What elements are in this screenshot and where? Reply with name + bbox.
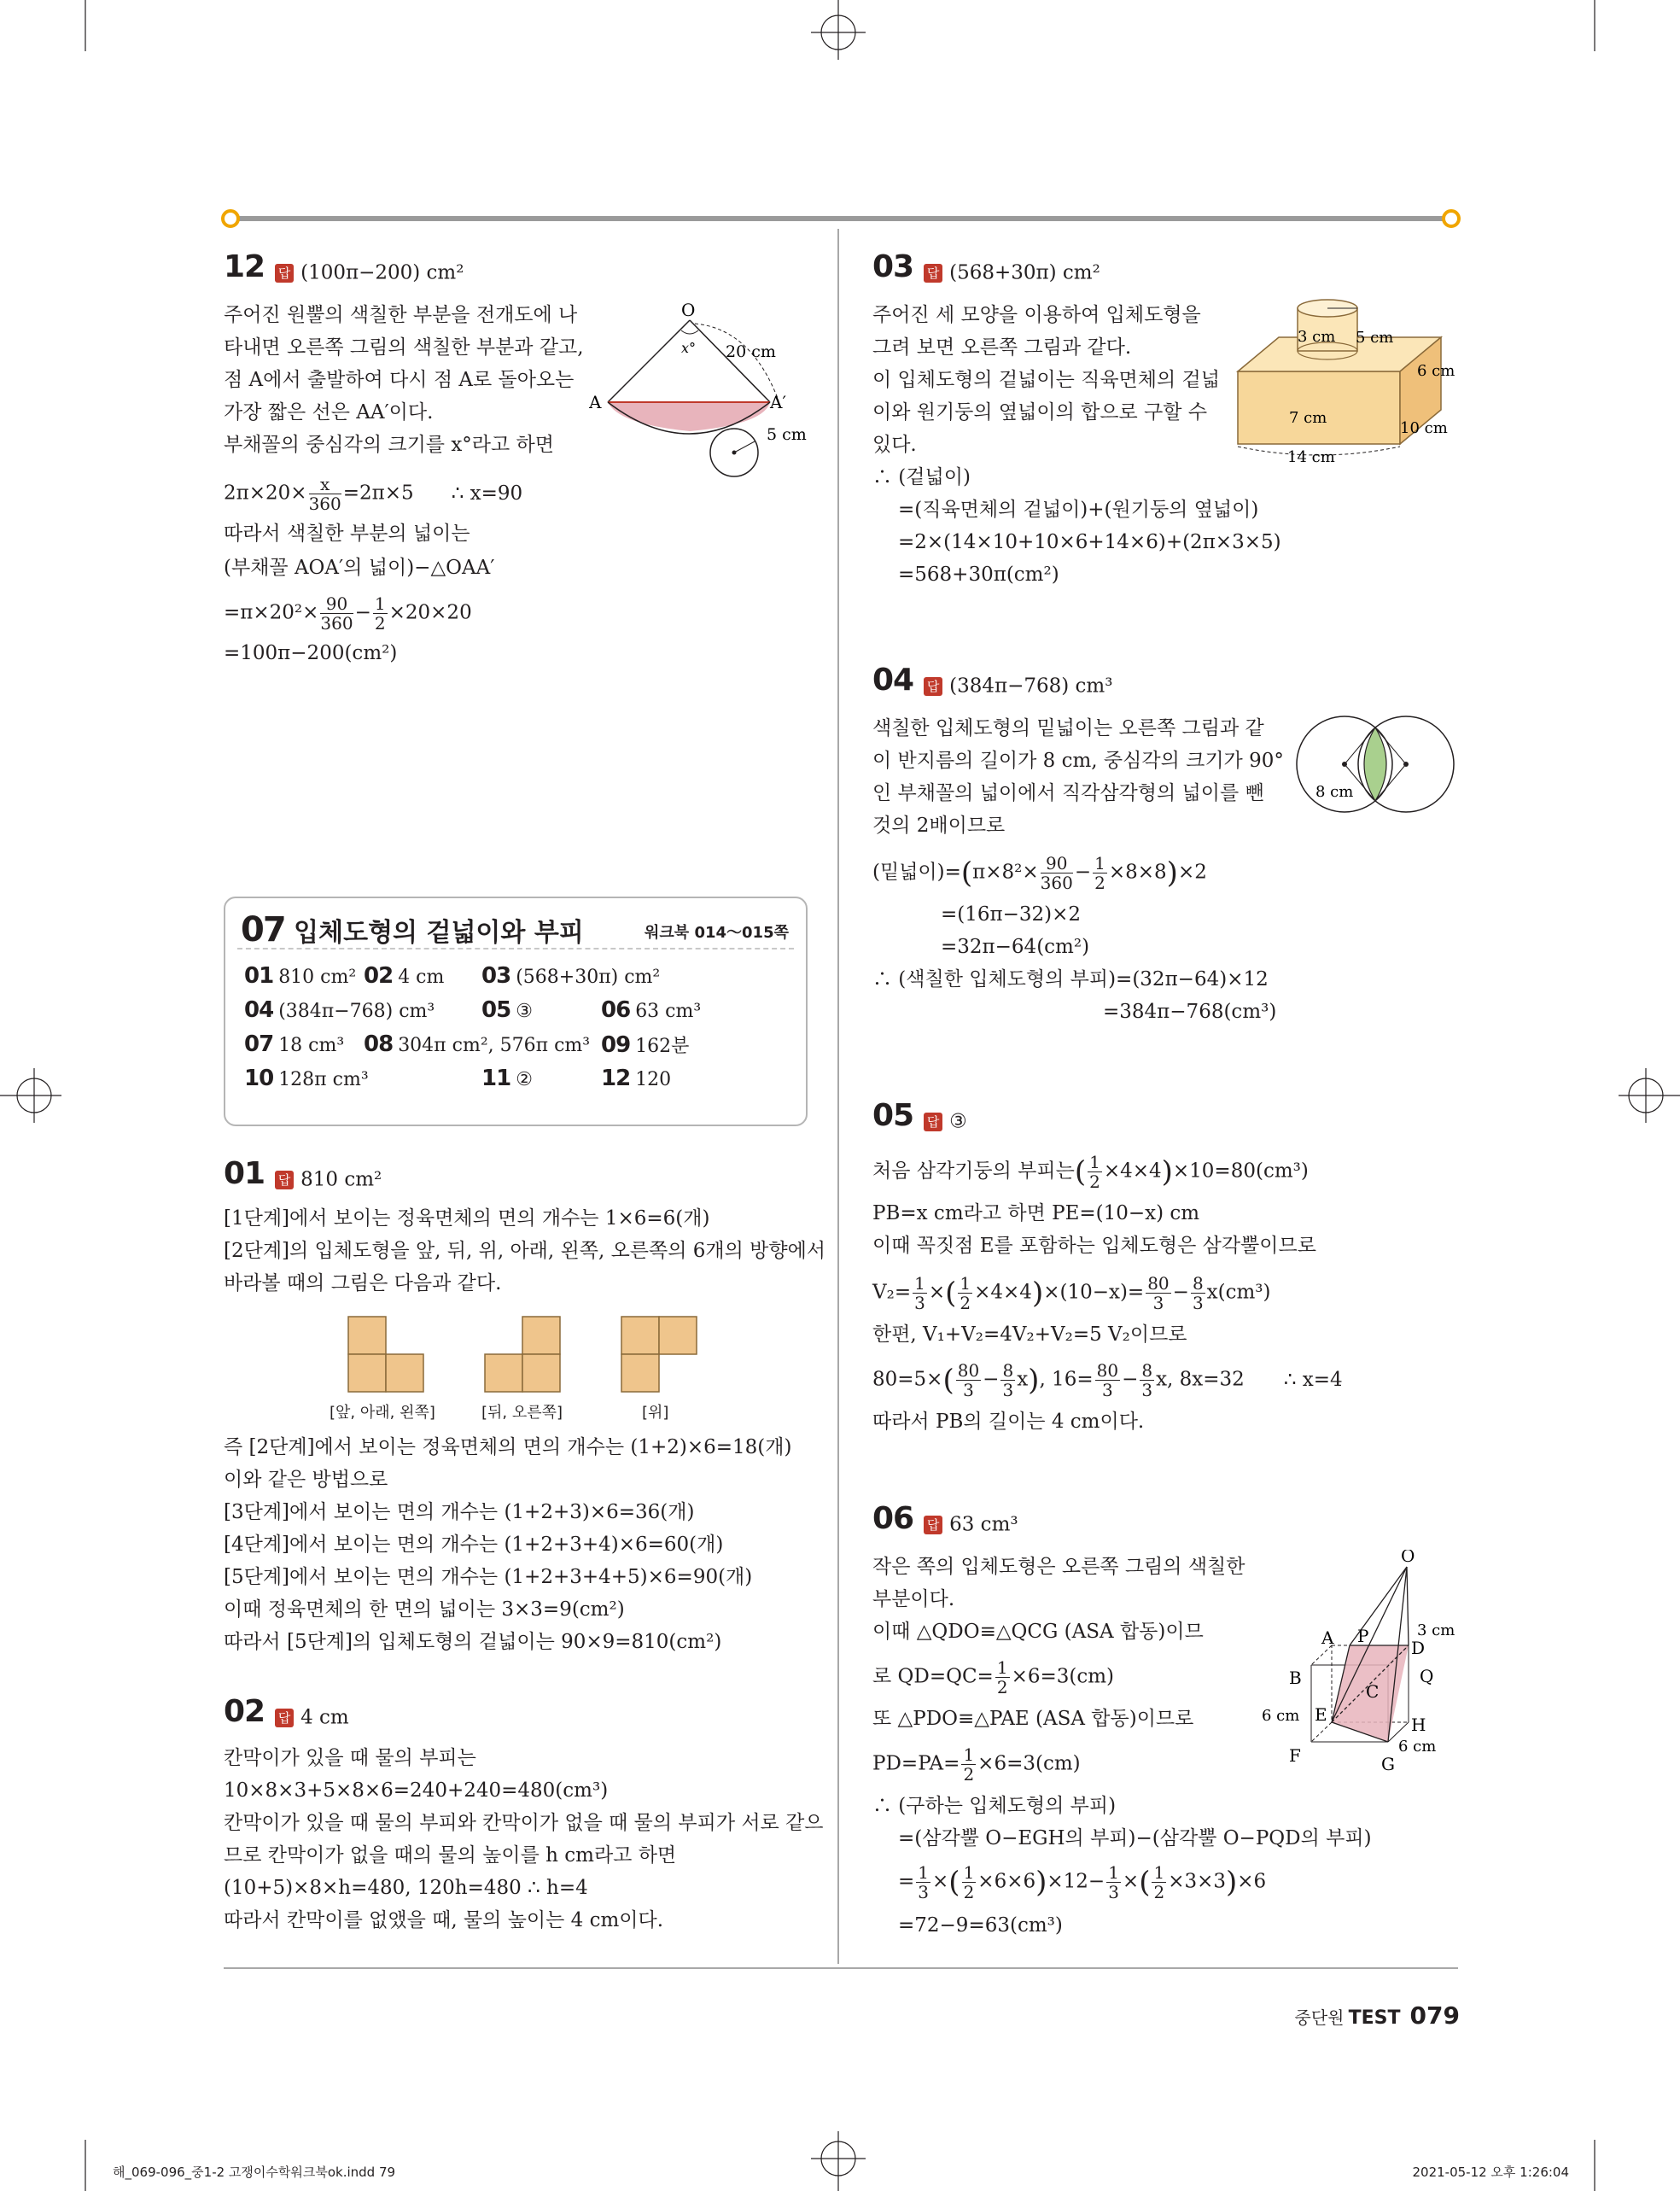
q06-eq2: PD=PA= $\frac{1}{2}$ ×6=3(cm) (872, 1744, 1081, 1785)
q01-line: 이와 같은 방법으로 (224, 1469, 388, 1491)
svg-text:3 cm: 3 cm (1417, 1621, 1455, 1639)
q03-header (872, 249, 1100, 284)
q01-line: 이때 정육면체의 한 면의 넓이는 3×3=9(cm²) (224, 1598, 625, 1621)
q03-line: =(직육면체의 겉넓이)+(원기둥의 옆넓이) (898, 499, 1259, 521)
answer-icon: 답 (924, 677, 942, 696)
q06-line: 이때 △QDO≡△QCG (ASA 합동)이므 (872, 1621, 1204, 1643)
summary-item: 11 ② (481, 1066, 533, 1091)
q12-line: 타내면 오른쪽 그림의 색칠한 부분과 같고, (224, 336, 584, 359)
summary-item: 10 128π cm³ (244, 1066, 369, 1091)
q03-line: 이 입체도형의 겉넓이는 직육면체의 겉넓 (872, 369, 1220, 391)
q05-line: 이때 꼭짓점 E를 포함하는 입체도형은 삼각뿔이므로 (872, 1235, 1316, 1257)
svg-text:A: A (589, 392, 602, 412)
q04-line: 이 반지름의 길이가 8 cm, 중심각의 크기가 90° (872, 750, 1284, 772)
svg-text:G: G (1381, 1754, 1395, 1774)
q06-line: 작은 쪽의 입체도형은 오른쪽 그림의 색칠한 (872, 1556, 1245, 1578)
q03-number: 03 (872, 249, 914, 284)
q04-line: =384π−768(cm³) (1103, 1001, 1277, 1023)
q04-line: 색칠한 입체도형의 밑넓이는 오른쪽 그림과 같 (872, 717, 1264, 739)
q03-line: ∴ (겉넓이) (872, 466, 971, 488)
q06-line: 부분이다. (872, 1588, 955, 1610)
svg-text:6 cm: 6 cm (1417, 362, 1455, 380)
q05-number: 05 (872, 1098, 914, 1133)
summary-item: 04 (384π−768) cm³ (244, 997, 435, 1023)
q01-line: [4단계]에서 보이는 면의 개수는 (1+2+3+4)×6=60(개) (224, 1534, 724, 1556)
q12-line: 부채꼴의 중심각의 크기를 x°라고 하면 (224, 434, 554, 456)
q04-line: ∴ (색칠한 입체도형의 부피)=(32π−64)×12 (872, 968, 1269, 990)
svg-text:x°: x° (681, 340, 697, 356)
answer-icon: 답 (275, 1171, 294, 1189)
q12-number: 12 (224, 249, 265, 284)
summary-item: 12 120 (601, 1066, 672, 1091)
q06-line: 또 △PDO≡△PAE (ASA 합동)이므로 (872, 1708, 1194, 1730)
footer-section: 중단원 (1294, 2007, 1345, 2028)
q01-line: [5단계]에서 보이는 면의 개수는 (1+2+3+4+5)×6=90(개) (224, 1566, 753, 1588)
answer-icon: 답 (924, 1516, 942, 1534)
q06-eq1: 로 QD=QC= $\frac{1}{2}$ ×6=3(cm) (872, 1657, 1115, 1697)
q03-line: 있다. (872, 434, 917, 456)
svg-text:B: B (1289, 1668, 1302, 1688)
q04-line: 인 부채꼴의 넓이에서 직각삼각형의 넓이를 뺀 (872, 782, 1264, 804)
footer-test: TEST (1348, 2007, 1401, 2029)
q02-number: 02 (224, 1694, 265, 1729)
q04-line: =32π−64(cm²) (941, 936, 1090, 958)
q05-header (872, 1098, 967, 1133)
page-number: 079 (1409, 2001, 1460, 2030)
q04-figure (1285, 713, 1464, 815)
svg-text:6 cm: 6 cm (1262, 1707, 1300, 1725)
svg-text:P: P (1357, 1626, 1369, 1646)
q02-line: 칸막이가 있을 때 물의 부피는 (224, 1747, 476, 1769)
q06-number: 06 (872, 1501, 914, 1536)
q06-line: =72−9=63(cm³) (898, 1914, 1063, 1937)
q03-line: 이와 원기둥의 옆넓이의 합으로 구할 수 (872, 401, 1208, 424)
summary-item: 02 4 cm (364, 963, 445, 989)
q02-line: 므로 칸막이가 없을 때의 물의 높이를 h cm라고 하면 (224, 1844, 677, 1867)
svg-text:8 cm: 8 cm (1315, 783, 1354, 801)
summary-item: 05 ③ (481, 997, 533, 1023)
summary-item: 06 63 cm³ (601, 997, 702, 1023)
view-caption: [뒤, 오른쪽] (481, 1404, 563, 1422)
workbook-ref: 워크북 014～015쪽 (645, 924, 789, 942)
q05-eq3: 80=5×( $\frac{80}{3}$ − $\frac{8}{3}$ x), 16= $\frac{80}{3}$ − $\frac{8}{3}$ x, 8x=32 ∴ x=4 (872, 1360, 1343, 1400)
q02-header (224, 1694, 349, 1729)
svg-text:10 cm: 10 cm (1400, 419, 1448, 437)
q01-answer: 810 cm² (300, 1168, 382, 1191)
q12-line: 따라서 색칠한 부분의 넓이는 (224, 523, 470, 545)
q12-line: 점 A에서 출발하여 다시 점 A로 돌아오는 (224, 369, 575, 391)
q05-answer: ③ (949, 1110, 967, 1133)
q06-header (872, 1501, 1018, 1536)
answer-icon: 답 (924, 1113, 942, 1131)
q12-line: =100π−200(cm²) (224, 642, 398, 664)
answer-icon: 답 (275, 1709, 294, 1727)
q02-answer: 4 cm (300, 1706, 349, 1729)
q04-line: 것의 2배이므로 (872, 815, 1006, 837)
page-footer (1295, 2001, 1461, 2030)
q05-line: 한편, V₁+V₂=4V₂+V₂=5 V₂이므로 (872, 1323, 1187, 1346)
svg-text:Q: Q (1420, 1666, 1434, 1686)
answer-icon: 답 (275, 264, 294, 283)
q12-header (224, 249, 464, 284)
summary-item: 08 304π cm², 576π cm³ (364, 1031, 591, 1057)
q04-header (872, 663, 1112, 698)
summary-item: 09 162분 (601, 1032, 690, 1058)
q04-number: 04 (872, 663, 914, 698)
q01-line: 따라서 [5단계]의 입체도형의 겉넓이는 90×9=810(cm²) (224, 1631, 722, 1653)
q01-number: 01 (224, 1156, 265, 1191)
q04-eq1: (밑넓이)=(π×8²× $\frac{90}{360}$ − $\frac{1}{2}$ ×8×8)×2 (872, 853, 1207, 893)
summary-item: 07 18 cm³ (244, 1031, 345, 1057)
q02-line: (10+5)×8×h=480, 120h=480 ∴ h=4 (224, 1877, 588, 1899)
q01-line: 즉 [2단계]에서 보이는 정육면체의 면의 개수는 (1+2)×6=18(개) (224, 1436, 792, 1458)
svg-text:A: A (1321, 1627, 1334, 1648)
q02-line: 칸막이가 있을 때 물의 부피와 칸막이가 없을 때 물의 부피가 서로 같으 (224, 1812, 824, 1834)
summary-item: 03 (568+30π) cm² (481, 963, 661, 989)
q12-figure (589, 295, 811, 478)
q03-line: =2×(14×10+10×6+14×6)+(2π×3×5) (898, 531, 1281, 553)
file-info: 해_069-096_중1-2 고쟁이수학워크북ok.indd 79 (113, 2165, 396, 2180)
svg-text:F: F (1289, 1745, 1301, 1766)
q06-line: =(삼각뿔 O−EGH의 부피)−(삼각뿔 O−PQD의 부피) (898, 1827, 1372, 1849)
svg-text:5 cm: 5 cm (767, 425, 807, 444)
q12-eq2: =π×20²× $\frac{90}{360}$ − $\frac{1}{2}$ ×20×20 (224, 593, 472, 634)
q04-line: =(16π−32)×2 (941, 903, 1082, 926)
svg-text:D: D (1411, 1638, 1426, 1658)
q06-figure (1262, 1550, 1475, 1780)
q01-line: 바라볼 때의 그림은 다음과 같다. (224, 1272, 502, 1294)
q01-views-figure (341, 1313, 717, 1399)
q01-header (224, 1156, 382, 1191)
q05-line: PB=x cm라고 하면 PE=(10−x) cm (872, 1202, 1200, 1224)
q03-line: 주어진 세 모양을 이용하여 입체도형을 (872, 304, 1201, 326)
q06-eq3: = $\frac{1}{3}$ ×( $\frac{1}{2}$ ×6×6)×12− $\frac{1}{3}$ ×( $\frac{1}{2}$ ×3×3)×6 (898, 1862, 1267, 1902)
q12-line: 주어진 원뿔의 색칠한 부분을 전개도에 나 (224, 304, 578, 326)
q12-line: 가장 짧은 선은 AA′이다. (224, 401, 434, 424)
q03-figure (1229, 295, 1477, 465)
q03-line: =568+30π(cm²) (898, 564, 1059, 586)
answer-icon: 답 (924, 264, 942, 283)
svg-text:C: C (1366, 1681, 1380, 1702)
view-caption: [위] (642, 1404, 669, 1422)
svg-text:5 cm: 5 cm (1356, 329, 1394, 347)
summary-item: 01 810 cm² (244, 963, 357, 989)
svg-text:7 cm: 7 cm (1289, 409, 1327, 427)
q05-line: 따라서 PB의 길이는 4 cm이다. (872, 1411, 1145, 1433)
q12-answer: (100π−200) cm² (300, 261, 464, 284)
q02-line: 따라서 칸막이를 없앴을 때, 물의 높이는 4 cm이다. (224, 1909, 664, 1931)
answer-summary-box (224, 897, 808, 1126)
q03-line: 그려 보면 오른쪽 그림과 같다. (872, 336, 1132, 359)
q12-eq1: 2π×20× $\frac{x}{360}$ =2π×5 ∴ x=90 (224, 474, 523, 514)
q05-eq2: V₂= $\frac{1}{3}$ ×( $\frac{1}{2}$ ×4×4)×(10−x)= $\frac{80}{3}$ − $\frac{8}{3}$ x(cm³) (872, 1273, 1271, 1313)
q12-line: (부채꼴 AOA′의 넓이)−△OAA′ (224, 557, 495, 579)
svg-text:14 cm: 14 cm (1287, 448, 1335, 465)
q01-line: [2단계]의 입체도형을 앞, 뒤, 위, 아래, 왼쪽, 오른쪽의 6개의 방향에서 (224, 1240, 826, 1262)
svg-text:3 cm: 3 cm (1298, 328, 1336, 346)
q01-line: [3단계]에서 보이는 면의 개수는 (1+2+3)×6=36(개) (224, 1501, 695, 1523)
svg-text:20 cm: 20 cm (726, 342, 776, 361)
view-caption: [앞, 아래, 왼쪽] (330, 1404, 435, 1422)
svg-text:6 cm: 6 cm (1398, 1738, 1437, 1756)
svg-text:A′: A′ (770, 392, 786, 412)
q03-answer: (568+30π) cm² (949, 261, 1100, 284)
svg-text:H: H (1411, 1715, 1426, 1735)
q06-answer: 63 cm³ (949, 1513, 1018, 1536)
file-date: 2021-05-12 오후 1:26:04 (1412, 2165, 1569, 2180)
box-title: 07 입체도형의 겉넓이와 부피 (241, 910, 584, 949)
svg-text:E: E (1315, 1704, 1327, 1725)
q01-line: [1단계]에서 보이는 정육면체의 면의 개수는 1×6=6(개) (224, 1207, 710, 1230)
q02-line: 10×8×3+5×8×6=240+240=480(cm³) (224, 1779, 609, 1802)
q12-fig-label: O (681, 300, 696, 320)
q04-answer: (384π−768) cm³ (949, 675, 1113, 698)
q06-line: ∴ (구하는 입체도형의 부피) (872, 1795, 1117, 1817)
svg-text:O: O (1401, 1550, 1415, 1566)
q05-eq1: 처음 삼각기둥의 부피는( $\frac{1}{2}$ ×4×4)×10=80(cm³) (872, 1152, 1309, 1192)
